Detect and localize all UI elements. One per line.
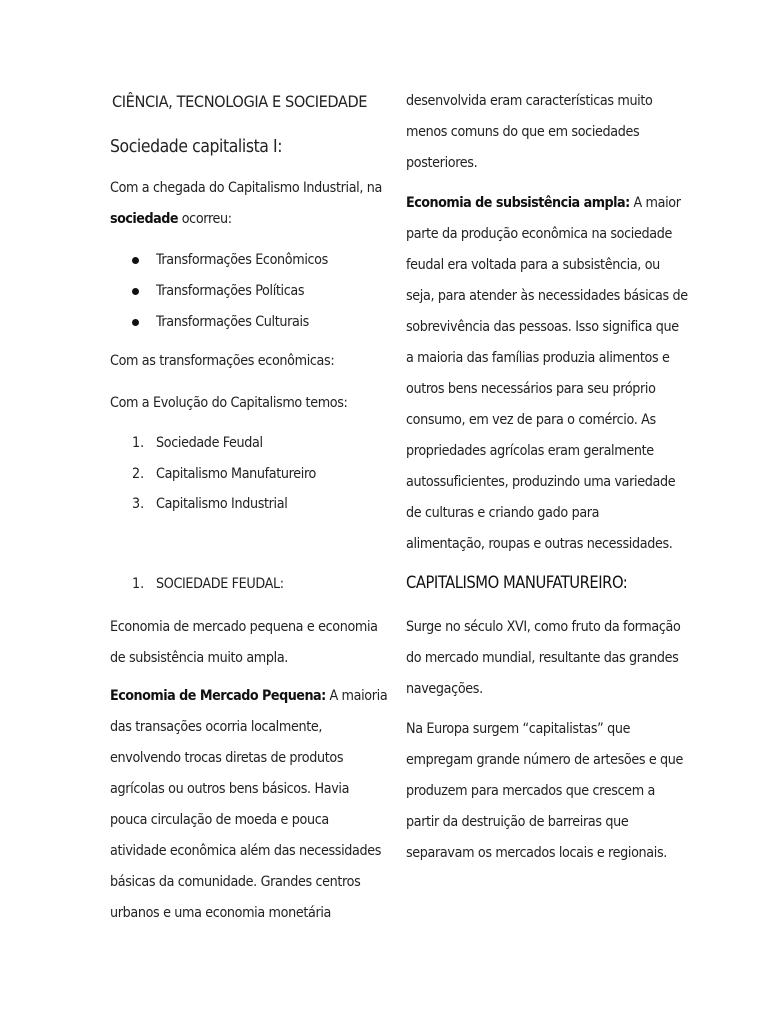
paragraph-line: Na Europa surgem “capitalistas” que xyxy=(406,721,631,737)
feudal-line-1: Economia de mercado pequena e economia xyxy=(110,619,378,635)
section-subtitle: Sociedade capitalista I: xyxy=(110,137,283,157)
subsistencia-line-1 xyxy=(406,196,681,210)
paragraph-line: envolvendo trocas diretas de produtos xyxy=(110,750,344,766)
paragraph-line: parte da produção econômica na sociedade xyxy=(406,226,672,242)
evolution-line: Com a Evolução do Capitalismo temos: xyxy=(110,395,348,411)
paragraph-line: urbanos e uma economia monetária xyxy=(110,905,332,921)
paragraph-line: navegações. xyxy=(406,681,483,697)
paragraph-line: do mercado mundial, resultante das grandes xyxy=(406,650,679,666)
paragraph-line: agrícolas ou outros bens básicos. Havia xyxy=(110,781,350,797)
list-number: 1. xyxy=(132,435,145,451)
paragraph-line: consumo, em vez de para o comércio. As xyxy=(406,412,656,428)
list-item: Transformações Culturais xyxy=(156,314,309,330)
mercado-pequena-line-1 xyxy=(110,689,387,703)
paragraph-line: seja, para atender às necessidades básicas de xyxy=(406,288,688,304)
section-heading: SOCIEDADE FEUDAL: xyxy=(156,576,284,592)
feudal-line-2: de subsistência muito ampla. xyxy=(110,650,289,666)
paragraph-line: empregam grande número de artesões e que xyxy=(406,752,684,768)
intro-rest: ocorreu: xyxy=(178,211,232,227)
bullet-icon xyxy=(132,288,139,295)
paragraph-line: de culturas e criando gado para xyxy=(406,505,600,521)
list-item: Capitalismo Manufatureiro xyxy=(156,466,316,482)
paragraph-line: propriedades agrícolas eram geralmente xyxy=(406,443,654,459)
paragraph-line: alimentação, roupas e outras necessidades. xyxy=(406,536,673,552)
list-item: Transformações Políticas xyxy=(156,283,305,299)
mercado-pequena-rest: A maioria xyxy=(325,688,388,704)
intro-bold-word: sociedade xyxy=(110,211,179,227)
paragraph-line: posteriores. xyxy=(406,155,478,171)
subsistencia-label: Economia de subsistência ampla: xyxy=(406,195,630,211)
list-number: 3. xyxy=(132,496,145,512)
bullet-icon xyxy=(132,257,139,264)
paragraph-line: outros bens necessários para seu próprio xyxy=(406,381,656,397)
list-item: Capitalismo Industrial xyxy=(156,496,288,512)
paragraph-line: pouca circulação de moeda e pouca xyxy=(110,812,329,828)
paragraph-line: básicas da comunidade. Grandes centros xyxy=(110,874,361,890)
paragraph-line: menos comuns do que em sociedades xyxy=(406,124,640,140)
list-item: Transformações Econômicos xyxy=(156,252,328,268)
paragraph-line: sobrevivência das pessoas. Isso significa que xyxy=(406,319,679,335)
paragraph-line: partir da destruição de barreiras que xyxy=(406,814,629,830)
intro-line-1: Com a chegada do Capitalismo Industrial, na xyxy=(110,180,382,196)
econ-line: Com as transformações econômicas: xyxy=(110,353,335,369)
intro-line-2 xyxy=(110,212,232,226)
list-item: Sociedade Feudal xyxy=(156,435,263,451)
paragraph-line: das transações ocorria localmente, xyxy=(110,719,323,735)
mercado-pequena-label: Economia de Mercado Pequena: xyxy=(110,688,326,704)
document-title: CIÊNCIA, TECNOLOGIA E SOCIEDADE xyxy=(112,92,368,111)
paragraph-line: separavam os mercados locais e regionais. xyxy=(406,845,667,861)
paragraph-line: feudal era voltada para a subsistência, ou xyxy=(406,257,660,273)
paragraph-line: a maioria das famílias produzia alimentos e xyxy=(406,350,670,366)
paragraph-line: autossuficientes, produzindo uma variedade xyxy=(406,474,676,490)
bullet-icon xyxy=(132,319,139,326)
subsistencia-rest: A maior xyxy=(629,195,681,211)
section-number: 1. xyxy=(132,576,145,592)
paragraph-line: produzem para mercados que crescem a xyxy=(406,783,655,799)
capitalismo-manufatureiro-heading: CAPITALISMO MANUFATUREIRO: xyxy=(406,573,628,592)
paragraph-line: desenvolvida eram características muito xyxy=(406,93,653,109)
list-number: 2. xyxy=(132,466,145,482)
paragraph-line: Surge no século XVI, como fruto da formação xyxy=(406,619,681,635)
paragraph-line: atividade econômica além das necessidades xyxy=(110,843,382,859)
